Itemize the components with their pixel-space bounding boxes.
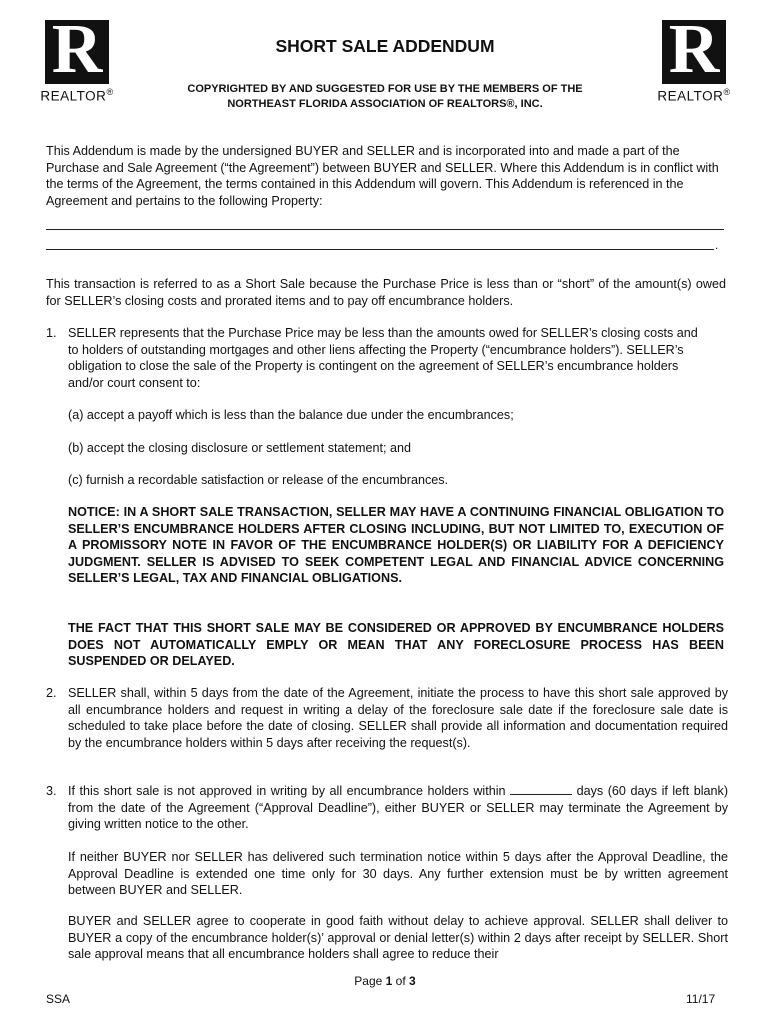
property-line-1[interactable]: [46, 229, 724, 230]
property-line-period: .: [715, 238, 719, 252]
item-3-extension: If neither BUYER nor SELLER has delivered such termination notice within 5 days after the Approval Deadline, the Approval Deadline is extended one time only for 30 days. Any further extension must be by written agreement between BUYER and SELLER.: [68, 850, 728, 897]
fact-paragraph: THE FACT THAT THIS SHORT SALE MAY BE CONSIDERED OR APPROVED BY ENCUMBRANCE HOLDERS DOES NOT AUTOMATICALLY EMPLY OR MEAN THAT ANY FORECLOSURE PROCESS HAS BEEN SUSPENDED OR DELAYED.: [68, 621, 724, 668]
item-1a: (a) accept a payoff which is less than the balance due under the encumbrances;: [68, 408, 514, 422]
item-1c: (c) furnish a recordable satisfaction or release of the encumbrances.: [68, 473, 449, 487]
item-1b: (b) accept the closing disclosure or settlement statement; and: [68, 441, 412, 455]
item-1-text: SELLER represents that the Purchase Price may be less than the amounts owed for SELLER’s closing costs and to holders of outstanding mortgages and other liens affecting the Property (“encumbrance holders”). SELLER’s obligation to close the sale of the Property is contingent on the agreement of SELLER’s encumbrance holders and/or court consent to:: [68, 326, 698, 390]
revision-date: 11/17: [686, 992, 716, 1006]
notice-paragraph: NOTICE: IN A SHORT SALE TRANSACTION, SELLER MAY HAVE A CONTINUING FINANCIAL OBLIGATION TO SELLER’S ENCUMBRANCE HOLDERS AFTER CLOSING INCLUDING, BUT NOT LIMITED TO, EXECUTION OF A PROMISSORY NOTE IN FAVOR OF THE ENCUMBRANCE HOLDER(S) OR LIABILITY FOR A DEFICIENCY JUDGMENT. SELLER IS ADVISED TO SEEK COMPETENT LEGAL AND FINANCIAL ADVICE CONCERNING SELLER’S LEGAL, TAX AND FINANCIAL OBLIGATIONS.: [68, 505, 724, 585]
approval-days-blank[interactable]: [510, 784, 572, 795]
item-2-number: 2.: [46, 686, 57, 700]
page-indicator: Page 1 of 3: [354, 974, 416, 988]
item-3-number: 3.: [46, 784, 57, 798]
realtor-r-icon: R: [45, 20, 109, 84]
item-3-text: If this short sale is not approved in writing by all encumbrance holders within days (60 days if left blank) from the date of the Agreement (“Approval Deadline”), either BUYER or SELLER may terminate the Agreement by giving written notice to the other.: [68, 784, 729, 831]
realtor-logo-left: R REALTOR®: [40, 11, 114, 104]
property-line-2[interactable]: [46, 249, 714, 250]
realtor-r-icon: R: [662, 20, 726, 84]
copyright-notice: COPYRIGHTED BY AND SUGGESTED FOR USE BY THE MEMBERS OF THE NORTHEAST FLORIDA ASSOCIATION OF REALTORS®, INC.: [187, 83, 583, 110]
realtor-wordmark: REALTOR: [40, 88, 107, 104]
realtor-logo-right: R REALTOR®: [657, 11, 731, 104]
intro-paragraph: This Addendum is made by the undersigned BUYER and SELLER and is incorporated into and made a part of the Purchase and Sale Agreement (“the Agreement”) between BUYER and SELLER. Where this Addendum is in conflict with the terms of the Agreement, the terms contained in this Addendum will govern. This Addendum is referenced in the Agreement and pertains to the following Property:: [46, 144, 719, 208]
item-2-text: SELLER shall, within 5 days from the date of the Agreement, initiate the process to have this short sale approved by all encumbrance holders and request in writing a delay of the foreclosure sale date if the foreclosure sale date is scheduled to take place before the date of closing. SELLER shall provide all information and documentation required by the encumbrance holders within 5 days after receiving the request(s).: [68, 686, 728, 750]
item-3-cooperation: BUYER and SELLER agree to cooperate in good faith without delay to achieve approval. SELLER shall deliver to BUYER a copy of the encumbrance holder(s)’ approval or denial letter(s) within 2 days after receipt by SELLER. Short sale approval means that all encumbrance holders shall agree to reduce their: [68, 914, 728, 961]
realtor-wordmark: REALTOR: [657, 88, 724, 104]
form-code: SSA: [46, 992, 71, 1006]
item-1-number: 1.: [46, 326, 57, 340]
document-title: SHORT SALE ADDENDUM: [275, 36, 495, 56]
transaction-paragraph: This transaction is referred to as a Short Sale because the Purchase Price is less than or “short” of the amount(s) owed for SELLER’s closing costs and prorated items and to pay off encumbrance holders.: [46, 277, 726, 308]
